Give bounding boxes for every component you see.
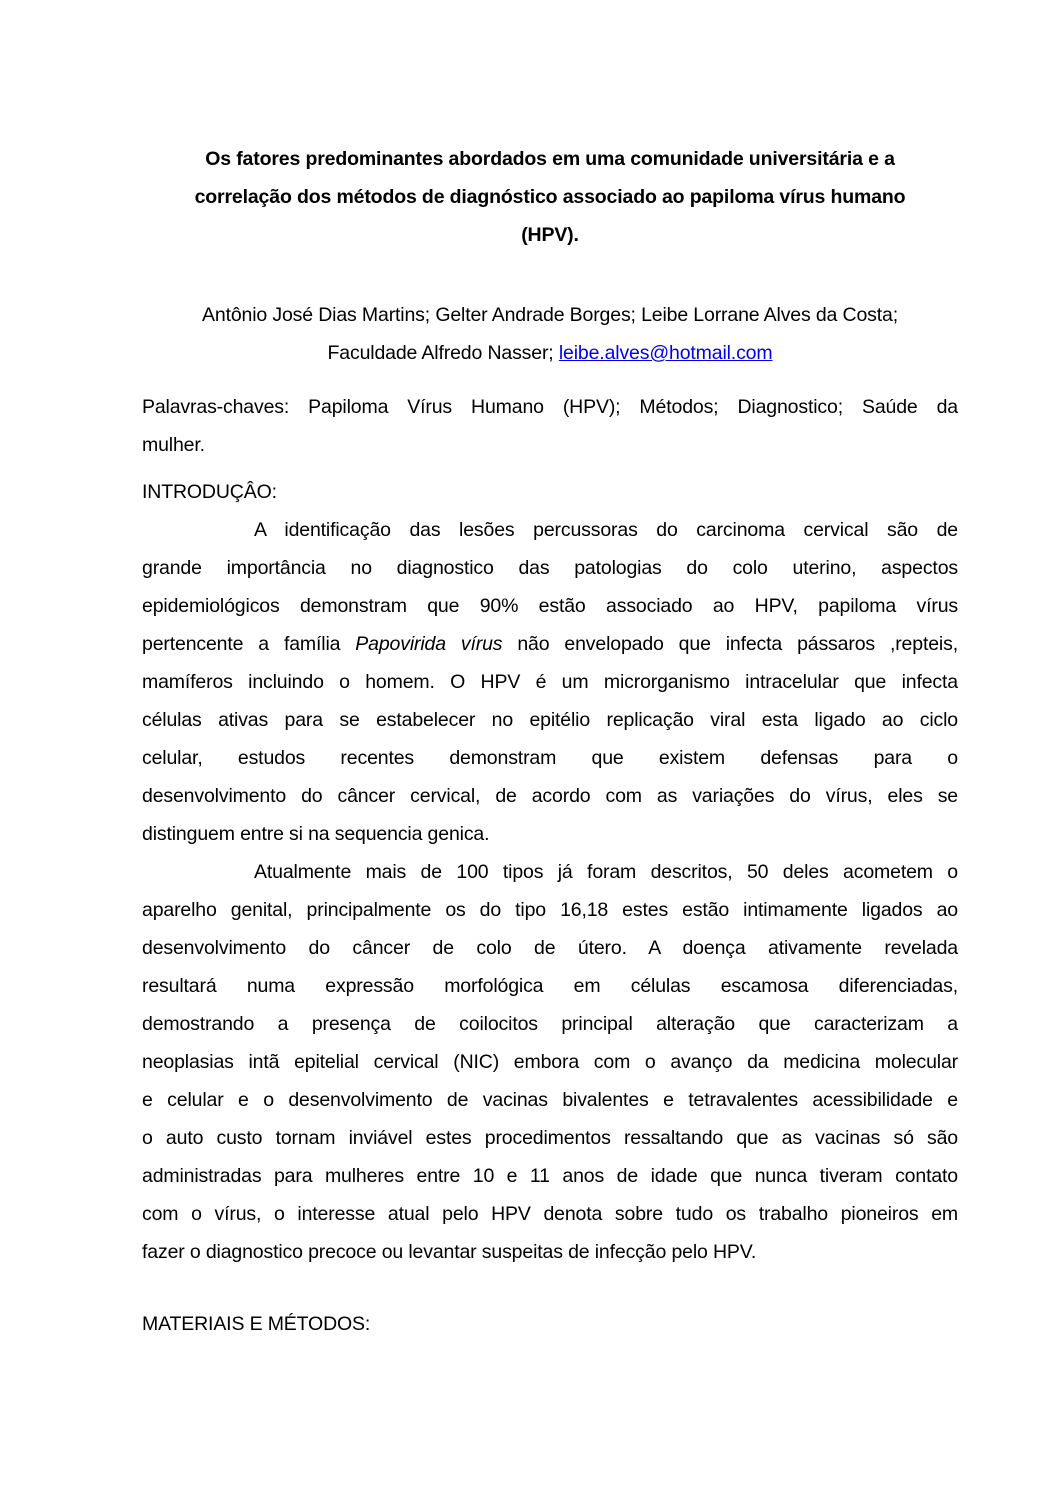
p2-line-11: fazer o diagnostico precoce ou levantar suspeitas de infecção pelo HPV.	[142, 1241, 757, 1263]
p1-line-4	[142, 625, 958, 663]
p2-line-5: demostrando a presença de coilocitos principal alteração que caracterizam a	[142, 1013, 958, 1035]
email-link[interactable]: leibe.alves@hotmail.com	[558, 342, 773, 364]
authors-block	[142, 296, 958, 372]
intro-heading-block	[142, 473, 958, 511]
p2-line-4: resultará numa expressão morfológica em células escamosa diferenciadas,	[142, 975, 958, 997]
keywords-line-1: Palavras-chaves: Papiloma Vírus Humano (HPV); Métodos; Diagnostico; Saúde da	[142, 396, 958, 418]
title-line-1: Os fatores predominantes abordados em uma comunidade universitária e a	[205, 148, 895, 170]
p1-line-8: desenvolvimento do câncer cervical, de acordo com as variações do vírus, eles se	[142, 785, 958, 807]
authors-line: Antônio José Dias Martins; Gelter Andrade Borges; Leibe Lorrane Alves da Costa;	[202, 304, 898, 326]
p1-line-4-italic: Papovirida vírus	[355, 633, 503, 655]
p2-line-9: administradas para mulheres entre 10 e 11 anos de idade que nunca tiveram contato	[142, 1165, 958, 1187]
keywords-block	[142, 388, 958, 464]
intro-paragraph-1	[142, 511, 958, 853]
document-title	[142, 140, 958, 254]
p2-line-6: neoplasias intã epitelial cervical (NIC) embora com o avanço da medicina molecular	[142, 1051, 958, 1073]
p2-line-2: aparelho genital, principalmente os do tipo 16,18 estes estão intimamente ligados ao	[142, 899, 958, 921]
keywords-line-2: mulher.	[142, 434, 205, 456]
p1-line-2: grande importância no diagnostico das patologias do colo uterino, aspectos	[142, 557, 958, 579]
p1-line-4-post: não envelopado que infecta pássaros ,repteis,	[517, 633, 958, 655]
methods-heading-block	[142, 1305, 958, 1343]
methods-heading: MATERIAIS E MÉTODOS:	[142, 1313, 371, 1335]
affiliation-text: Faculdade Alfredo Nasser;	[327, 342, 554, 364]
title-line-3: (HPV).	[521, 224, 579, 246]
title-line-2: correlação dos métodos de diagnóstico associado ao papiloma vírus humano	[194, 186, 906, 208]
p2-line-1: Atualmente mais de 100 tipos já foram descritos, 50 deles acometem o	[254, 861, 958, 883]
intro-heading: INTRODUÇÂO:	[142, 481, 277, 503]
p1-line-4-pre: pertencente a família	[142, 633, 341, 655]
p1-line-1: A identificação das lesões percussoras do carcinoma cervical são de	[254, 519, 958, 541]
p1-line-6: células ativas para se estabelecer no epitélio replicação viral esta ligado ao ciclo	[142, 709, 958, 731]
intro-paragraph-2	[142, 853, 958, 1271]
p1-line-7: celular, estudos recentes demonstram que existem defensas para o	[142, 747, 958, 769]
p2-line-10: com o vírus, o interesse atual pelo HPV denota sobre tudo os trabalho pioneiros em	[142, 1203, 958, 1225]
p2-line-3: desenvolvimento do câncer de colo de útero. A doença ativamente revelada	[142, 937, 958, 959]
p2-line-7: e celular e o desenvolvimento de vacinas bivalentes e tetravalentes acessibilidade e	[142, 1089, 958, 1111]
p1-line-9: distinguem entre si na sequencia genica.	[142, 823, 490, 845]
p1-line-5: mamíferos incluindo o homem. O HPV é um microrganismo intracelular que infecta	[142, 671, 958, 693]
affiliation-line	[142, 334, 958, 372]
p2-line-8: o auto custo tornam inviável estes procedimentos ressaltando que as vacinas só são	[142, 1127, 958, 1149]
p1-line-3: epidemiológicos demonstram que 90% estão associado ao HPV, papiloma vírus	[142, 595, 958, 617]
